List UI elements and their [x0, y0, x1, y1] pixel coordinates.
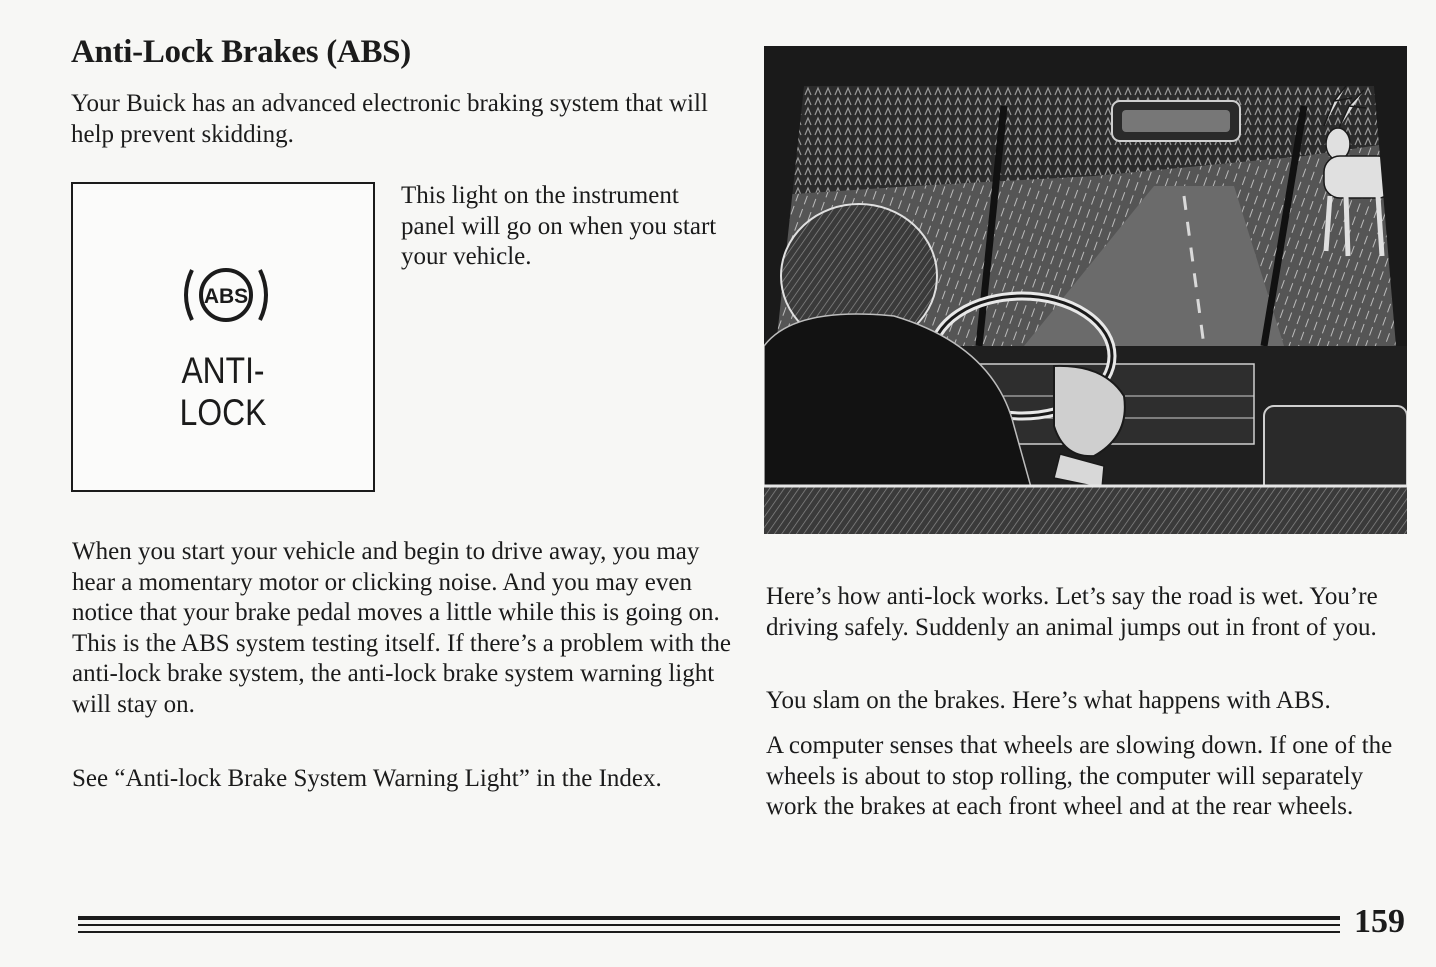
- page-heading: Anti-Lock Brakes (ABS): [71, 34, 411, 70]
- intro-paragraph: Your Buick has an advanced electronic braking system that will help prevent skidding.: [71, 90, 708, 148]
- index-reference-paragraph: See “Anti-lock Brake System Warning Light” in the Index.: [72, 765, 662, 792]
- anti-lock-label-line2: LOCK: [179, 392, 267, 433]
- anti-lock-label-line1: ANTI-: [181, 350, 265, 391]
- how-abs-works-paragraph: Here’s how anti-lock works. Let’s say the road is wet. You’re driving safely. Suddenly an animal jumps out in front of you.: [766, 583, 1378, 641]
- anti-lock-label: [94, 350, 352, 434]
- page-number: 159: [1354, 903, 1405, 940]
- computer-senses-paragraph: A computer senses that wheels are slowing down. If one of the wheels is about to stop rolling, the computer will separately work the brakes at each front wheel and at the rear wheels.: [766, 732, 1393, 820]
- abs-icon: [178, 264, 274, 326]
- footer-rules: [78, 909, 1340, 939]
- driver-braking-for-deer-illustration: [764, 46, 1407, 534]
- footer-rule-thick: [78, 916, 1340, 920]
- abs-warning-light-panel: [71, 182, 375, 492]
- abs-self-test-paragraph: When you start your vehicle and begin to drive away, you may hear a momentary motor or clicking noise. And you may even notice that your brake pedal moves a little while this is going on. This is the ABS system testing itself. If there’s a problem with the anti-lock brake system, the anti-lock brake system warning light will stay on.: [72, 538, 731, 718]
- abs-icon-text: ABS: [203, 285, 249, 308]
- footer-rule-thin: [78, 924, 1340, 926]
- slam-brakes-paragraph: You slam on the brakes. Here’s what happens with ABS.: [766, 687, 1331, 714]
- footer-rule-thin: [78, 931, 1340, 933]
- warning-light-description: This light on the instrument panel will go on when you start your vehicle.: [401, 182, 717, 270]
